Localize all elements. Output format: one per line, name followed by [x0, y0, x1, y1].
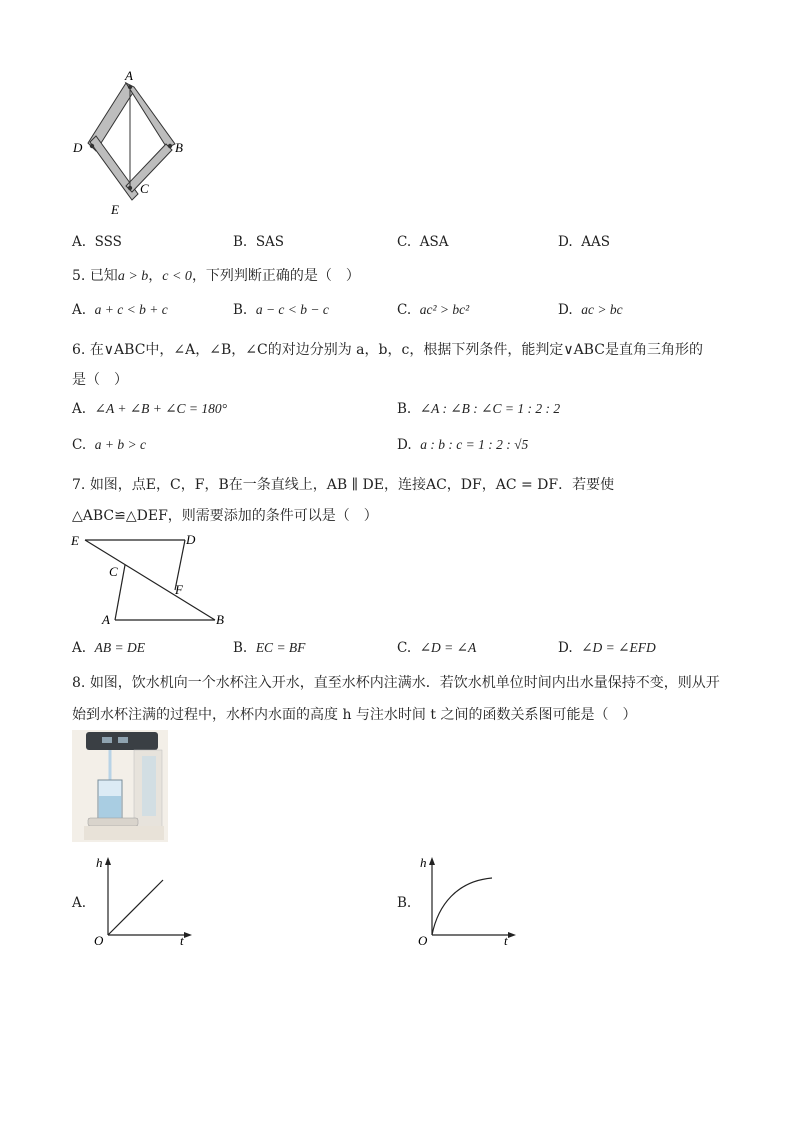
y-arrow-icon	[429, 857, 435, 865]
q4-option-c[interactable]	[397, 234, 448, 250]
option-key: B.	[233, 234, 248, 250]
graph-a-origin-label: O	[94, 933, 104, 948]
graph-b-origin-label: O	[418, 933, 428, 948]
q8-stem-line1: 8. 如图，饮水机向一个水杯注入开水，直至水杯内注满水．若饮水机单位时间内出水量保持不变，则从开	[72, 675, 720, 691]
q6-stem-line2: 是（ ）	[72, 372, 128, 388]
kite-figure	[60, 66, 200, 226]
q7-figure	[65, 530, 235, 630]
q8-stem-line2: 始到水杯注满的过程中，水杯内水面的高度 h 与注水时间 t 之间的函数关系图可能是（ ）	[72, 707, 637, 723]
kite-label-e: E	[111, 202, 119, 217]
graph-b-x-label: t	[504, 933, 508, 948]
kite-label-a: A	[125, 68, 133, 83]
q7-label-a: A	[102, 612, 110, 627]
kite-label-d: D	[73, 140, 83, 155]
q7-label-f: F	[175, 582, 183, 597]
kite-label-c: C	[140, 181, 149, 196]
graph-b-curve	[432, 878, 492, 935]
y-arrow-icon	[105, 857, 111, 865]
q7-label-e: E	[71, 533, 79, 548]
q4-option-b[interactable]	[233, 234, 284, 250]
x-arrow-icon	[184, 932, 192, 938]
q7-label-d: D	[186, 532, 196, 547]
rod-ab	[126, 83, 175, 148]
option-key: C.	[397, 234, 412, 250]
q6-option-b[interactable]: B. ∠A : ∠B : ∠C = 1 : 2 : 2	[397, 401, 561, 417]
q7-option-b[interactable]: B. EC = BF	[233, 640, 306, 656]
q8-graph-b[interactable]	[412, 853, 522, 948]
q6-stem-line1: 6. 在∨ABC中，∠A，∠B，∠C的对边分别为 a，b，c，根据下列条件，能判定∨ABC是直角三角形的	[72, 342, 703, 358]
q7-option-a[interactable]: A. AB = DE	[72, 640, 145, 656]
q6-option-a[interactable]: A. ∠A + ∠B + ∠C = 180°	[72, 401, 228, 417]
option-text: SAS	[255, 234, 285, 250]
q6-option-c[interactable]: C. a + b > c	[72, 437, 146, 453]
option-key: D.	[558, 234, 573, 250]
option-text: ASA	[419, 234, 449, 250]
graph-a-curve	[108, 880, 163, 935]
q7-stem-line1: 7. 如图，点E，C，F，B在一条直线上，AB ∥ DE，连接AC，DF，AC = DF．若要使	[72, 477, 615, 493]
q5-option-c[interactable]: C. ac² > bc²	[397, 302, 470, 318]
water-dispenser-image	[72, 730, 168, 842]
x-arrow-icon	[508, 932, 516, 938]
q7-label-c: C	[109, 564, 118, 579]
q7-stem-line2: △ABC≌△DEF，则需要添加的条件可以是（ ）	[72, 508, 378, 524]
q8-graph-a[interactable]	[88, 853, 198, 948]
option-text: SSS	[94, 234, 122, 250]
q7-option-c[interactable]: C. ∠D = ∠A	[397, 640, 477, 656]
q5-stem: 5. 已知a > b，c < 0，下列判断正确的是（ ）	[72, 268, 360, 284]
q8-option-b-key[interactable]: B.	[397, 895, 412, 911]
q6-option-d[interactable]: D. a : b : c = 1 : 2 : √5	[397, 437, 529, 453]
kite-label-b: B	[175, 140, 183, 155]
q7-option-d[interactable]: D. ∠D = ∠EFD	[558, 640, 656, 656]
graph-a-x-label: t	[180, 933, 184, 948]
rod-bc	[126, 144, 172, 192]
graph-b-y-label: h	[420, 855, 427, 870]
q8-option-a-key[interactable]: A.	[72, 895, 87, 911]
graph-a-y-label: h	[96, 855, 103, 870]
q4-option-a[interactable]	[72, 234, 122, 250]
q7-label-b: B	[216, 612, 224, 627]
option-key: A.	[72, 234, 87, 250]
option-text: AAS	[581, 234, 610, 250]
q4-option-d[interactable]	[558, 234, 610, 250]
line-eb	[85, 540, 215, 620]
q5-option-a[interactable]: A. a + c < b + c	[72, 302, 168, 318]
q5-option-d[interactable]: D. ac > bc	[558, 302, 623, 318]
q5-option-b[interactable]: B. a − c < b − c	[233, 302, 329, 318]
